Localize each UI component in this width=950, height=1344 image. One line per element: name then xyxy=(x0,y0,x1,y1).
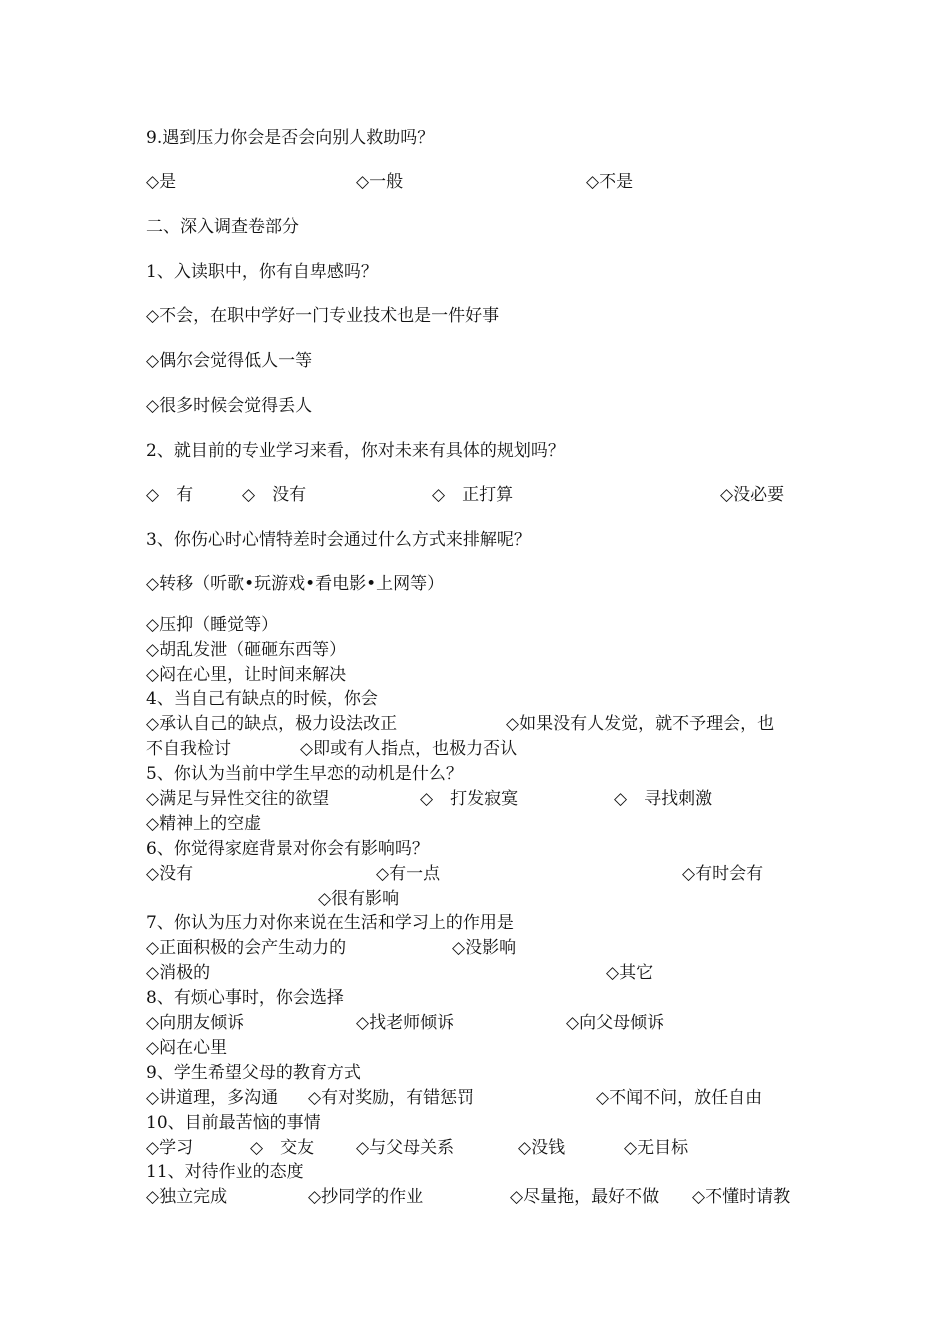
q9-option-no: ◇不是 xyxy=(586,172,634,192)
section-title: 二、深入调查卷部分 xyxy=(146,217,299,237)
d10-option-5: ◇无目标 xyxy=(624,1138,689,1158)
q9-option-average: ◇一般 xyxy=(356,172,404,192)
d2-option-3: ◇ 正打算 xyxy=(432,485,514,505)
d11-option-3: ◇尽量拖，最好不做 xyxy=(510,1187,660,1207)
d4-option-2-continued: 不自我检讨 xyxy=(146,739,231,759)
deep-question-8: 8、有烦心事时，你会选择 xyxy=(146,988,344,1008)
question-9: 9.遇到压力你会是否会向别人救助吗？ xyxy=(146,128,435,148)
d8-option-3: ◇向父母倾诉 xyxy=(566,1013,665,1033)
d6-option-3: ◇有时会有 xyxy=(682,864,764,884)
deep-question-7: 7、你认为压力对你来说在生活和学习上的作用是 xyxy=(146,913,514,933)
d2-option-2: ◇ 没有 xyxy=(242,485,307,505)
d8-option-1: ◇向朋友倾诉 xyxy=(146,1013,245,1033)
d4-option-2: ◇如果没有人发觉，就不予理会，也 xyxy=(506,714,775,734)
d6-option-1: ◇没有 xyxy=(146,864,194,884)
d1-option-1: ◇不会，在职中学好一门专业技术也是一件好事 xyxy=(146,306,500,326)
d7-option-1: ◇正面积极的会产生动力的 xyxy=(146,938,347,958)
d7-option-3: ◇消极的 xyxy=(146,963,211,983)
d3-option-1: ◇转移（听歌•玩游戏•看电影•上网等） xyxy=(146,574,445,594)
d11-option-1: ◇独立完成 xyxy=(146,1187,228,1207)
d1-option-3: ◇很多时候会觉得丢人 xyxy=(146,396,313,416)
d5-option-2: ◇ 打发寂寞 xyxy=(420,789,519,809)
deep-question-1: 1、入读职中，你有自卑感吗？ xyxy=(146,262,378,282)
d2-option-1: ◇ 有 xyxy=(146,485,194,505)
d6-option-2: ◇有一点 xyxy=(376,864,441,884)
d11-option-4: ◇不懂时请教 xyxy=(692,1187,791,1207)
d1-option-2: ◇偶尔会觉得低人一等 xyxy=(146,351,313,371)
d9-option-2: ◇有对奖励，有错惩罚 xyxy=(308,1088,475,1108)
d10-option-2: ◇ 交友 xyxy=(250,1138,315,1158)
q9-option-yes: ◇是 xyxy=(146,172,177,192)
d8-option-4: ◇闷在心里 xyxy=(146,1038,228,1058)
d7-option-2: ◇没影响 xyxy=(452,938,517,958)
d6-option-4: ◇很有影响 xyxy=(318,889,400,909)
deep-question-11: 11、对待作业的态度 xyxy=(146,1162,304,1182)
deep-question-10: 10、目前最苦恼的事情 xyxy=(146,1113,321,1133)
d5-option-4: ◇精神上的空虚 xyxy=(146,814,262,834)
deep-question-4: 4、当自己有缺点的时候，你会 xyxy=(146,689,378,709)
deep-question-9: 9、学生希望父母的教育方式 xyxy=(146,1063,361,1083)
d3-option-2: ◇压抑（睡觉等） xyxy=(146,615,279,635)
deep-question-6: 6、你觉得家庭背景对你会有影响吗？ xyxy=(146,839,429,859)
d9-option-1: ◇讲道理，多沟通 xyxy=(146,1088,279,1108)
d10-option-3: ◇与父母关系 xyxy=(356,1138,455,1158)
d9-option-3: ◇不闻不问，放任自由 xyxy=(596,1088,763,1108)
deep-question-5: 5、你认为当前中学生早恋的动机是什么？ xyxy=(146,764,463,784)
deep-question-3: 3、你伤心时心情特差时会通过什么方式来排解呢？ xyxy=(146,530,531,550)
d5-option-3: ◇ 寻找刺激 xyxy=(614,789,713,809)
d4-option-1: ◇承认自己的缺点，极力设法改正 xyxy=(146,714,398,734)
deep-question-2: 2、就目前的专业学习来看，你对未来有具体的规划吗？ xyxy=(146,441,565,461)
d10-option-4: ◇没钱 xyxy=(518,1138,566,1158)
d10-option-1: ◇学习 xyxy=(146,1138,194,1158)
d3-option-3: ◇胡乱发泄（砸砸东西等） xyxy=(146,640,347,660)
d8-option-2: ◇找老师倾诉 xyxy=(356,1013,455,1033)
d5-option-1: ◇满足与异性交往的欲望 xyxy=(146,789,330,809)
d2-option-4: ◇没必要 xyxy=(720,485,785,505)
d4-option-3: ◇即或有人指点，也极力否认 xyxy=(300,739,518,759)
d7-option-4: ◇其它 xyxy=(606,963,654,983)
d11-option-2: ◇抄同学的作业 xyxy=(308,1187,424,1207)
d3-option-4: ◇闷在心里，让时间来解决 xyxy=(146,665,347,685)
